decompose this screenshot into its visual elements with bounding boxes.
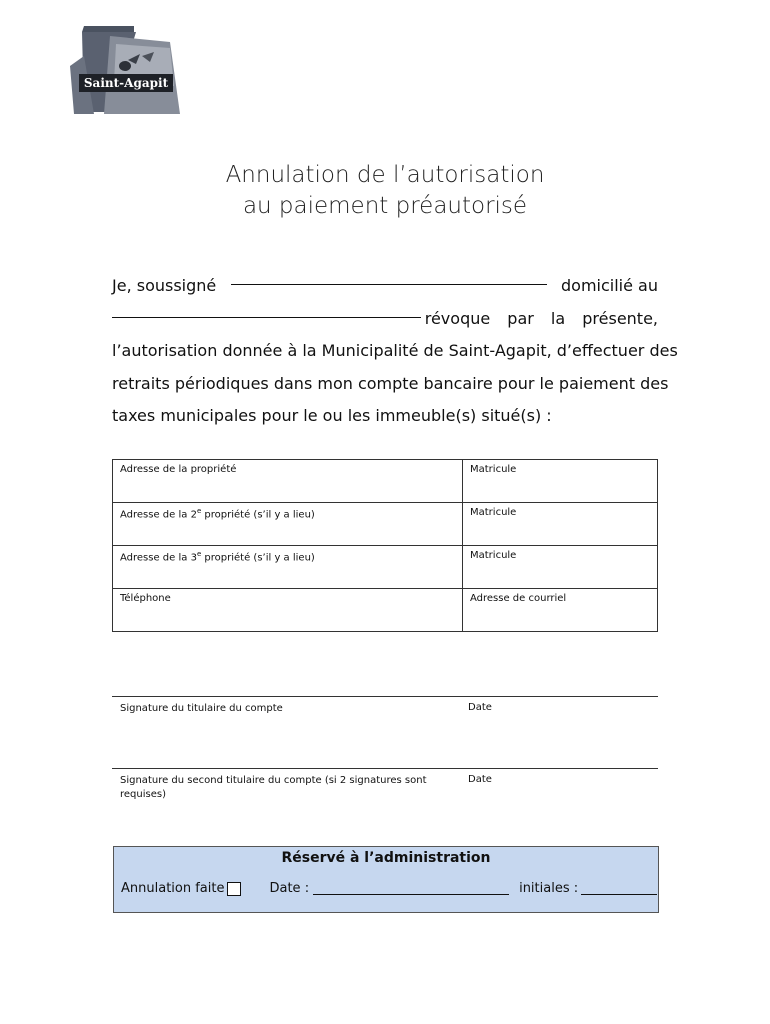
property-table: [112, 459, 658, 632]
initiales-label: initiales :: [519, 881, 579, 896]
admin-date-field[interactable]: [313, 883, 509, 895]
annulation-label: Annulation faite: [121, 881, 225, 896]
text-domicilie: domicilié au: [561, 276, 658, 295]
text-revoque: révoque par la présente,: [424, 308, 658, 328]
property-3-address-cell[interactable]: [113, 546, 463, 589]
logo-text: Saint-Agapit: [83, 76, 169, 90]
cell-label: Adresse de la 2: [120, 509, 197, 521]
cell-label: Adresse de la propriété: [120, 464, 237, 475]
telephone-cell[interactable]: [113, 589, 463, 632]
admin-header: Réservé à l’administration: [281, 850, 491, 866]
name-blank-field[interactable]: [231, 270, 547, 285]
title-line-2: au paiement préautorisé: [242, 193, 528, 219]
table-row: [113, 503, 658, 546]
annulation-checkbox[interactable]: [227, 882, 241, 896]
cell-label: propriété (s’il y a lieu): [201, 552, 315, 564]
matricule-cell[interactable]: [463, 460, 658, 503]
signature-1-line[interactable]: [112, 696, 658, 714]
property-address-cell[interactable]: [113, 460, 463, 503]
address-blank-field[interactable]: [112, 303, 421, 318]
cell-label: Matricule: [470, 550, 517, 561]
table-row: [113, 546, 658, 589]
document-title: [0, 160, 770, 222]
signature-1-date-label: Date: [468, 702, 492, 713]
signature-1-label: Signature du titulaire du compte: [120, 703, 283, 714]
matricule-2-cell[interactable]: [463, 503, 658, 546]
paragraph-line-4: retraits périodiques dans mon compte bancaire pour le paiement des: [112, 373, 669, 393]
paragraph-line-3: l’autorisation donnée à la Municipalité de Saint-Agapit, d’effectuer des: [112, 341, 678, 360]
paragraph-line-2: [112, 303, 658, 336]
admin-row: [121, 881, 657, 896]
cell-label: Téléphone: [120, 593, 171, 604]
text-je-soussigne: Je, soussigné: [112, 276, 217, 295]
table-row: [113, 460, 658, 503]
paragraph-line-5: taxes municipales pour le ou les immeuble(s) situé(s) :: [112, 406, 552, 425]
table-row: [113, 589, 658, 632]
initiales-field[interactable]: [581, 883, 657, 895]
cell-label: Matricule: [470, 464, 517, 475]
email-cell[interactable]: [463, 589, 658, 632]
admin-date-label: Date :: [269, 881, 310, 896]
property-2-address-cell[interactable]: [113, 503, 463, 546]
title-line-1: Annulation de l’autorisation: [225, 162, 545, 188]
admin-reserved-box: [113, 846, 659, 913]
matricule-3-cell[interactable]: [463, 546, 658, 589]
paragraph-line-1: [112, 270, 658, 303]
signature-2-line[interactable]: [112, 768, 658, 800]
municipality-logo: [70, 26, 180, 114]
signature-2-label: Signature du second titulaire du compte (si 2 signatures sont requises): [120, 775, 427, 800]
signature-2-date-label: Date: [468, 774, 492, 785]
cell-label: Adresse de la 3: [120, 552, 197, 564]
declaration-paragraph: [112, 270, 678, 433]
cell-label: Matricule: [470, 507, 517, 518]
cell-label-sup: e: [196, 507, 202, 515]
cell-label-sup: e: [196, 550, 202, 558]
cell-label: Adresse de courriel: [470, 593, 567, 604]
cell-label: propriété (s’il y a lieu): [201, 509, 315, 521]
